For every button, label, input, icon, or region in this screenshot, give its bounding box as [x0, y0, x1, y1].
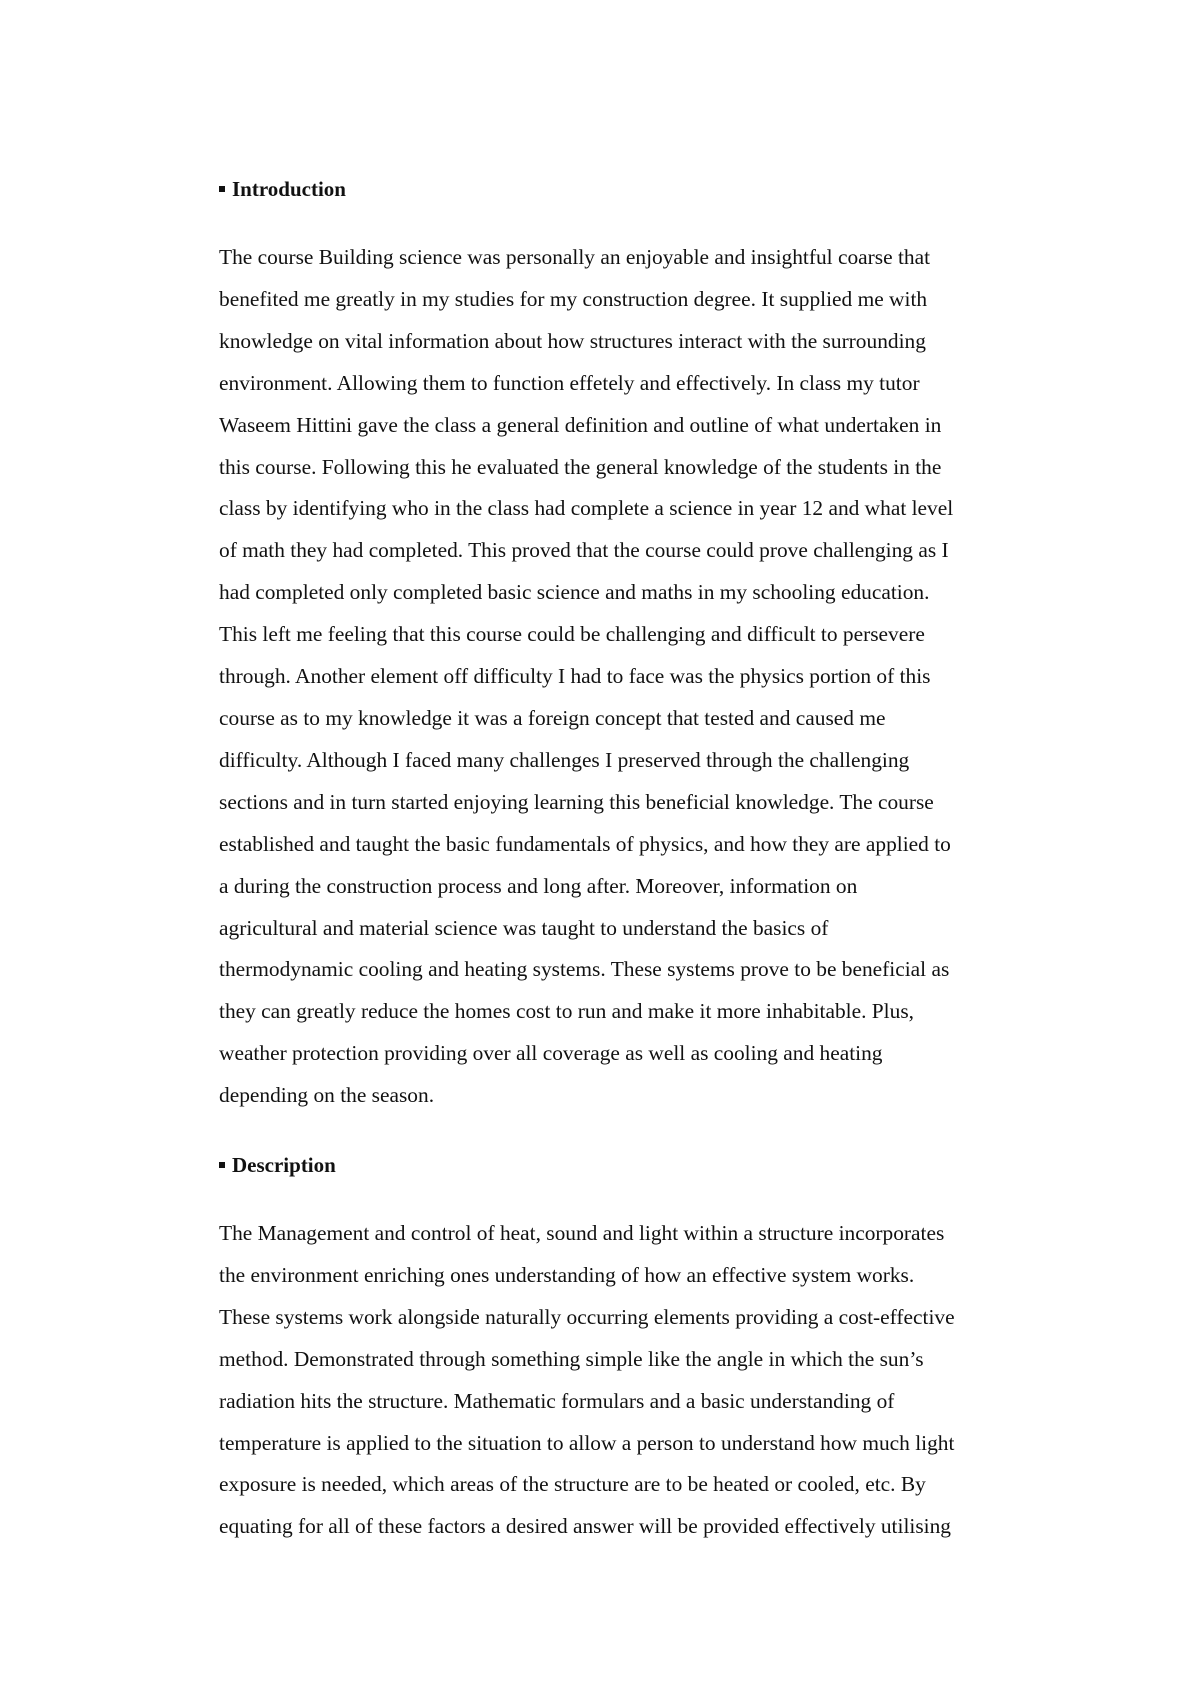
description-paragraph [219, 1213, 1064, 1548]
text-line: Waseem Hittini gave the class a general definition and outline of what undertaken in [219, 412, 942, 437]
text-line: the environment enriching ones understanding of how an effective system works. [219, 1262, 915, 1287]
text-line: temperature is applied to the situation to allow a person to understand how much light [219, 1430, 955, 1455]
text-line: depending on the season. [219, 1083, 435, 1108]
text-line: of math they had completed. This proved that the course could prove challenging as I [219, 538, 949, 563]
text-line: course as to my knowledge it was a foreign concept that tested and caused me [219, 705, 886, 730]
square-bullet-icon [219, 1162, 225, 1168]
section-heading-text: Description [232, 1153, 336, 1178]
text-line: knowledge on vital information about how structures interact with the surrounding [219, 328, 926, 353]
document-body [219, 168, 1064, 1548]
text-line: weather protection providing over all coverage as well as cooling and heating [219, 1041, 883, 1066]
section-heading-introduction [219, 168, 1064, 210]
text-line: class by identifying who in the class had complete a science in year 12 and what level [219, 496, 954, 521]
text-line: they can greatly reduce the homes cost to run and make it more inhabitable. Plus, [219, 999, 914, 1024]
text-line: a during the construction process and long after. Moreover, information on [219, 873, 858, 898]
text-line: sections and in turn started enjoying learning this beneficial knowledge. The course [219, 789, 934, 814]
text-line: benefited me greatly in my studies for my construction degree. It supplied me with [219, 286, 928, 311]
text-line: agricultural and material science was taught to understand the basics of [219, 915, 829, 940]
text-line: thermodynamic cooling and heating systems. These systems prove to be beneficial as [219, 957, 950, 982]
section-heading-text: Introduction [232, 177, 346, 201]
text-line: equating for all of these factors a desired answer will be provided effectively utilising [219, 1514, 951, 1539]
text-line: this course. Following this he evaluated the general knowledge of the students in the [219, 454, 942, 479]
text-line: established and taught the basic fundamentals of physics, and how they are applied to [219, 831, 951, 856]
text-line: The Management and control of heat, sound and light within a structure incorporates [219, 1221, 945, 1246]
introduction-paragraph [219, 237, 1064, 1117]
square-bullet-icon [219, 186, 225, 192]
text-line: method. Demonstrated through something simple like the angle in which the sun’s [219, 1346, 924, 1371]
text-line: through. Another element off difficulty I had to face was the physics portion of this [219, 664, 931, 689]
text-line: exposure is needed, which areas of the structure are to be heated or cooled, etc. By [219, 1472, 926, 1497]
text-line: These systems work alongside naturally occurring elements providing a cost-effective [219, 1304, 955, 1329]
text-line: had completed only completed basic science and maths in my schooling education. [219, 580, 930, 605]
text-line: This left me feeling that this course could be challenging and difficult to persevere [219, 622, 925, 647]
text-line: radiation hits the structure. Mathematic formulars and a basic understanding of [219, 1388, 895, 1413]
text-line: The course Building science was personally an enjoyable and insightful coarse that [219, 245, 931, 269]
text-line: difficulty. Although I faced many challenges I preserved through the challenging [219, 747, 910, 772]
section-heading-description [219, 1144, 1064, 1186]
text-line: environment. Allowing them to function effetely and effectively. In class my tutor [219, 370, 920, 395]
